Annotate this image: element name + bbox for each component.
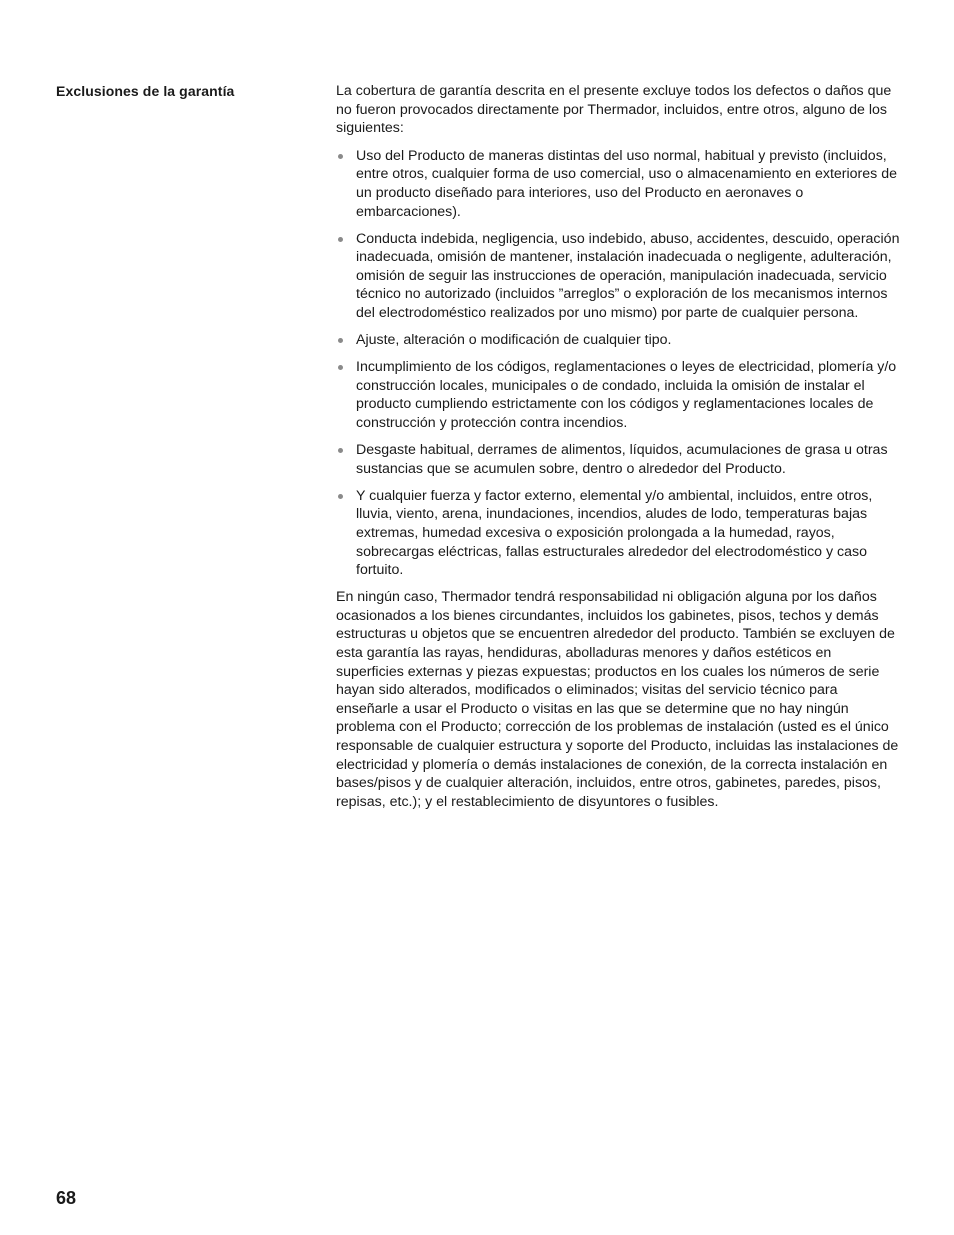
list-item xyxy=(336,230,902,323)
list-item-text: Y cualquier fuerza y factor externo, elemental y/o ambiental, incluidos, entre otros, lluvia, viento, arena, inundaciones, incendios, aludes de lodo, temperaturas bajas extremas, humedad excesiva o exposición prolongada a la humedad, rayos, sobrecargas eléctricas, fallas estructurales alrededor del electrodoméstico y caso fortuito. xyxy=(356,487,873,579)
list-item xyxy=(336,331,902,350)
bullet-icon xyxy=(338,338,343,343)
list-item-text: Desgaste habitual, derrames de alimentos, líquidos, acumulaciones de grasa u otras sustancias que se acumulen sobre, dentro o alrededor del Producto. xyxy=(356,442,888,477)
closing-paragraph: En ningún caso, Thermador tendrá responsabilidad ni obligación alguna por los daños ocasionados a los bienes circundantes, incluidos los gabinetes, pisos, techos y demás estructuras u objetos que se encuentren alrededor del producto. También se excluyen de esta garantía las rayas, hendiduras, abolladuras menores y daños estéticos en superficies externas y piezas expuestas; productos en los cuales los números de serie hayan sido alterados, modificados o eliminados; visitas del servicio técnico para enseñarle a usar el Producto o visitas en las que se determine que no hay ningún problema con el Producto; corrección de los problemas de instalación (usted es el único responsable de cualquier estructura y soporte del Producto, incluidas las instalaciones de electricidad y plomería o demás instalaciones de conexión, de la correcta instalación en bases/pisos y de cualquier alteración, incluidos, entre otros, gabinetes, paredes, pisos, repisas, etc.); y el restablecimiento de disyuntores o fusibles. xyxy=(336,589,899,810)
section-heading: Exclusiones de la garantía xyxy=(56,83,235,99)
list-item-text: Conducta indebida, negligencia, uso indebido, abuso, accidentes, descuido, operación inadecuada, omisión de mantener, instalación inadecuada o negligente, adulteración, omisión de seguir las instrucciones de operación, manipulación inadecuada, servicio técnico no autorizado (incluidos ”arreglos” o exploración de los mecanismos internos del electrodoméstico realizados por uno mismo) por parte de cualquier persona. xyxy=(356,230,900,322)
bullet-icon xyxy=(338,154,343,159)
bullet-icon xyxy=(338,365,343,370)
list-item xyxy=(336,487,902,580)
list-item-text: Incumplimiento de los códigos, reglamentaciones o leyes de electricidad, plomería y/o construcción locales, municipales o de condado, incluida la omisión de instalar el producto cumpliendo estrictamente con los códigos y reglamentaciones locales de construcción y protección contra incendios. xyxy=(356,359,897,431)
bullet-icon xyxy=(338,237,343,242)
list-item-text: Uso del Producto de maneras distintas del uso normal, habitual y previsto (incluidos, entre otros, cualquier forma de uso comercial, uso o almacenamiento en exteriores de un producto diseñado para interiores, uso del Producto en aeronaves o embarcaciones). xyxy=(356,147,897,220)
section-body xyxy=(336,82,902,811)
list-item-text: Ajuste, alteración o modificación de cualquier tipo. xyxy=(356,332,672,349)
page-number: 68 xyxy=(56,1188,77,1208)
list-item xyxy=(336,358,902,432)
intro-paragraph: La cobertura de garantía descrita en el presente excluye todos los defectos o daños que no fueron provocados directamente por Thermador, incluidos, entre otros, alguno de los siguientes: xyxy=(336,83,892,137)
list-item xyxy=(336,147,902,221)
list-item xyxy=(336,441,902,478)
bullet-icon xyxy=(338,448,343,453)
exclusion-list xyxy=(336,147,902,580)
bullet-icon xyxy=(338,494,343,499)
